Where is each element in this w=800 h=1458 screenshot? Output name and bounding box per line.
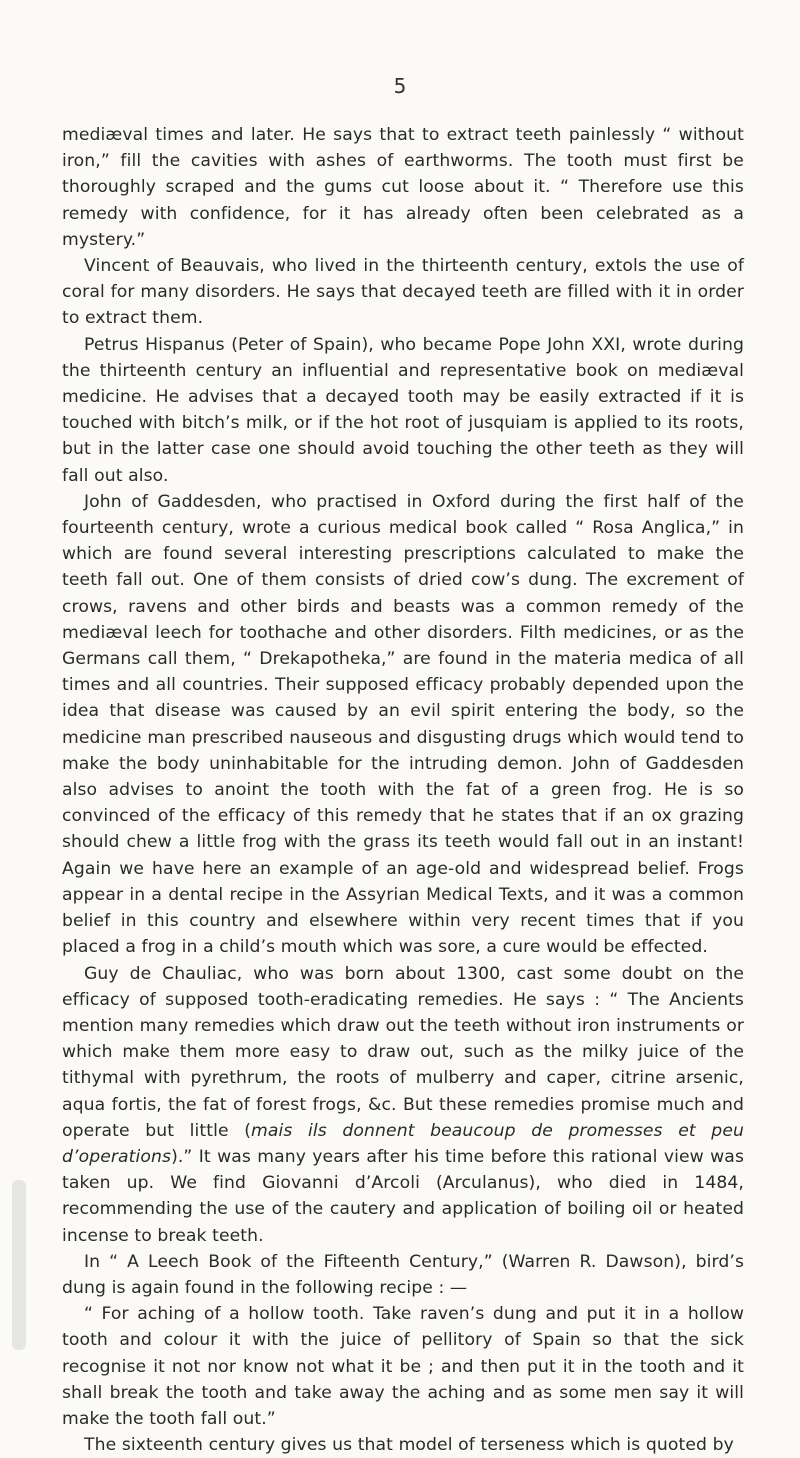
paragraph-5-after: ).” It was many years after his time before this rational view was taken up. We find Giovanni d’Arcoli (Arculanus), who died in 1484, recommending the use of the cautery and application of boiling oil or heated incense to break teeth. <box>62 1146 744 1246</box>
paragraph-5-before: Guy de Chauliac, who was born about 1300, cast some doubt on the efficacy of supposed tooth-eradicating remedies. He says : “ The Ancients mention many remedies which draw out the teeth without iron instruments or which make them more easy to draw out, such as the milky juice of the tithymal with pyrethrum, the roots of mulberry and caper, citrine arsenic, aqua fortis, the fat of forest frogs, &c. But these remedies promise much and operate but little ( <box>62 963 744 1141</box>
paragraph-8: The sixteenth century gives us that model of terseness which is quoted by <box>84 1435 734 1456</box>
french-quote: mais ils donnent beaucoup de promesses et peu d’operations <box>62 1120 744 1167</box>
paragraph-2: Vincent of Beauvais, who lived in the thirteenth century, extols the use of coral for many disorders. He says that decayed teeth are filled with it in order to extract them. <box>62 256 744 329</box>
paragraph-4: John of Gaddesden, who practised in Oxford during the first half of the fourteenth century, wrote a curious medical book called “ Rosa Anglica,” in which are found several interesting prescriptions calculated to make the teeth fall out. One of them consists of dried cow’s dung. The excrement of crows, ravens and other birds and beasts was a common remedy of the mediæval leech for toothache and other disorders. Filth medicines, or as the Germans call them, “ Drekapotheka,” are found in the materia medica of all times and all countries. Their supposed efficacy probably depended upon the idea that disease was caused by an evil spirit entering the body, so the medicine man prescribed nauseous and disgusting drugs which would tend to make the body uninhabitable for the intruding demon. John of Gaddesden also advises to anoint the tooth with the fat of a green frog. He is so convinced of the efficacy of this remedy that he states that if an ox grazing should chew a little frog with the grass its teeth would fall out in an instant! Again we have here an example of an age-old and widespread belief. Frogs appear in a dental recipe in the Assyrian Medical Texts, and it was a common belief in this country and elsewhere within very recent times that if you placed a frog in a child’s mouth which was sore, a cure would be effected. <box>62 491 744 958</box>
recipe-quote: “ For aching of a hollow tooth. Take raven’s dung and put it in a hollow tooth and colour it with the juice of pellitory of Spain so that the sick recognise it not nor know not what it be ; and then put it in the tooth and it shall break the tooth and take away the aching and as some men say it will make the tooth fall out.” <box>62 1304 744 1429</box>
body-text <box>62 122 744 1458</box>
paragraph-6: In “ A Leech Book of the Fifteenth Century,” (Warren R. Dawson), bird’s dung is again found in the following recipe : — <box>62 1251 744 1298</box>
page-number: 5 <box>393 74 407 98</box>
margin-smudge <box>12 1180 26 1350</box>
paragraph-3: Petrus Hispanus (Peter of Spain), who became Pope John XXI, wrote during the thirteenth century an influential and representative book on mediæval medicine. He advises that a decayed tooth may be easily extracted if it is touched with bitch’s milk, or if the hot root of jusquiam is applied to its roots, but in the latter case one should avoid touching the other teeth as they will fall out also. <box>62 334 744 486</box>
paragraph-1: mediæval times and later. He says that to extract teeth painlessly “ without iron,” fill the cavities with ashes of earthworms. The tooth must first be thoroughly scraped and the gums cut loose about it. “ Therefore use this remedy with confidence, for it has already often been celebrated as a mystery.” <box>62 125 744 250</box>
paragraph-5 <box>62 961 744 1249</box>
